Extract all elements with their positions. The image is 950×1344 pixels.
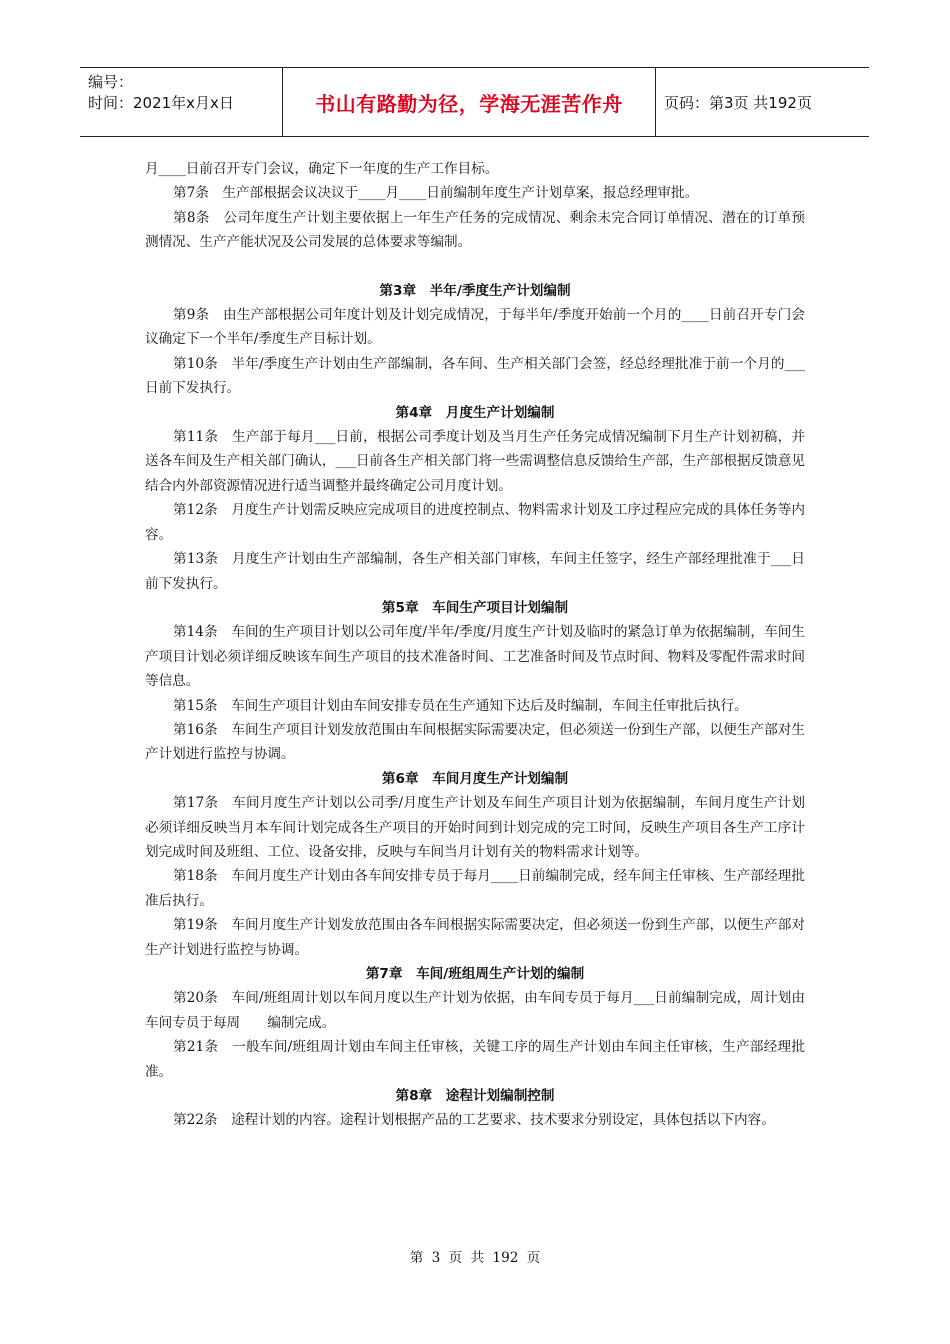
article-paragraph: 第15条 车间生产项目计划由车间安排专员在生产通知下达后及时编制，车间主任审批后执行。 bbox=[173, 697, 748, 714]
article-paragraph: 第16条 车间生产项目计划发放范围由车间根据实际需要决定，但必须送一份到生产部，以便生产部对生产计划进行监控与协调。 bbox=[145, 721, 805, 763]
article-paragraph: 第10条 半年/季度生产计划由生产部编制，各车间、生产相关部门会签，经总经理批准于前一个月的___日前下发执行。 bbox=[145, 355, 805, 397]
page-footer: 第 3 页 共 192 页 bbox=[409, 1250, 541, 1266]
section-gap bbox=[145, 255, 805, 279]
chapter-heading: 第6章 车间月度生产计划编制 bbox=[381, 770, 569, 787]
article-paragraph: 第14条 车间的生产项目计划以公司年度/半年/季度/月度生产计划及临时的紧急订单为依据编制，车间生产项目计划必须详细反映该车间生产项目的技术准备时间、工艺准备时间及节点时间、物料及零配件需求时间等信息。 bbox=[145, 624, 805, 690]
article-paragraph: 第21条 一般车间/班组周计划由车间主任审核，关键工序的周生产计划由车间主任审核，生产部经理批准。 bbox=[145, 1039, 805, 1080]
header-page-number: 页码：第3页 共192页 bbox=[664, 93, 812, 112]
chapter-heading: 第5章 车间生产项目计划编制 bbox=[381, 599, 569, 616]
chapter-heading: 第8章 途程计划编制控制 bbox=[395, 1088, 555, 1105]
chapter-heading: 第3章 半年/季度生产计划编制 bbox=[379, 282, 571, 299]
article-paragraph: 第17条 车间月度生产计划以公司季/月度生产计划及车间生产项目计划为依据编制，车间月度生产计划必须详细反映当月本车间计划完成各生产项目的开始时间到计划完成的完工时间，反映生产项目各生产工序计划完成时间及班组、工位、设备安排，反映与车间当月计划有关的物料需求计划等。 bbox=[145, 795, 805, 860]
chapter-heading: 第4章 月度生产计划编制 bbox=[395, 404, 555, 421]
article-paragraph: 第9条 由生产部根据公司年度计划及计划完成情况，于每半年/季度开始前一个月的____日前召开专门会议确定下一个半年/季度生产目标计划。 bbox=[145, 307, 805, 348]
chapter-heading: 第7章 车间/班组周生产计划的编制 bbox=[365, 966, 585, 982]
header-meta bbox=[80, 68, 283, 136]
article-paragraph: 第22条 途程计划的内容。途程计划根据产品的工艺要求、技术要求分别设定，具体包括以下内容。 bbox=[173, 1112, 775, 1129]
document-number-label: 编号： bbox=[88, 73, 134, 91]
article-paragraph: 第13条 月度生产计划由生产部编制，各生产相关部门审核，车间主任签字，经生产部经理批准于___日前下发执行。 bbox=[145, 551, 805, 592]
document-time-label: 时间：2021年x月x日 bbox=[88, 94, 234, 112]
article-paragraph: 第19条 车间月度生产计划发放范围由各车间根据实际需要决定，但必须送一份到生产部，以便生产部对生产计划进行监控与协调。 bbox=[145, 917, 805, 958]
document-body bbox=[145, 157, 805, 1133]
article-paragraph: 第18条 车间月度生产计划由各车间安排专员于每月____日前编制完成，经车间主任审核、生产部经理批准后执行。 bbox=[145, 868, 805, 909]
article-paragraph: 第12条 月度生产计划需反映应完成项目的进度控制点、物料需求计划及工序过程应完成的具体任务等内容。 bbox=[145, 502, 805, 543]
article-paragraph: 第11条 生产部于每月___日前，根据公司季度计划及当月生产任务完成情况编制下月生产计划初稿，并送各车间及生产相关部门确认，___日前各生产相关部门将一些需调整信息反馈给生产部，生产部根据反馈意见结合内外部资源情况进行适当调整并最终确定公司月度计划。 bbox=[145, 429, 805, 494]
page-header bbox=[80, 67, 869, 137]
article-paragraph: 第7条 生产部根据会议决议于____月____日前编制年度生产计划草案，报总经理审批。 bbox=[173, 185, 699, 202]
article-paragraph: 月____日前召开专门会议，确定下一年度的生产工作目标。 bbox=[145, 161, 499, 177]
article-paragraph: 第20条 车间/班组周计划以车间月度以生产计划为依据，由车间专员于每月___日前编制完成，周计划由车间专员于每周 编制完成。 bbox=[145, 990, 805, 1031]
header-motto: 书山有路勤为径，学海无涯苦作舟 bbox=[283, 68, 656, 136]
article-paragraph: 第8条 公司年度生产计划主要依据上一年生产任务的完成情况、剩余未完合同订单情况、潜在的订单预测情况、生产产能状况及公司发展的总体要求等编制。 bbox=[145, 209, 805, 251]
